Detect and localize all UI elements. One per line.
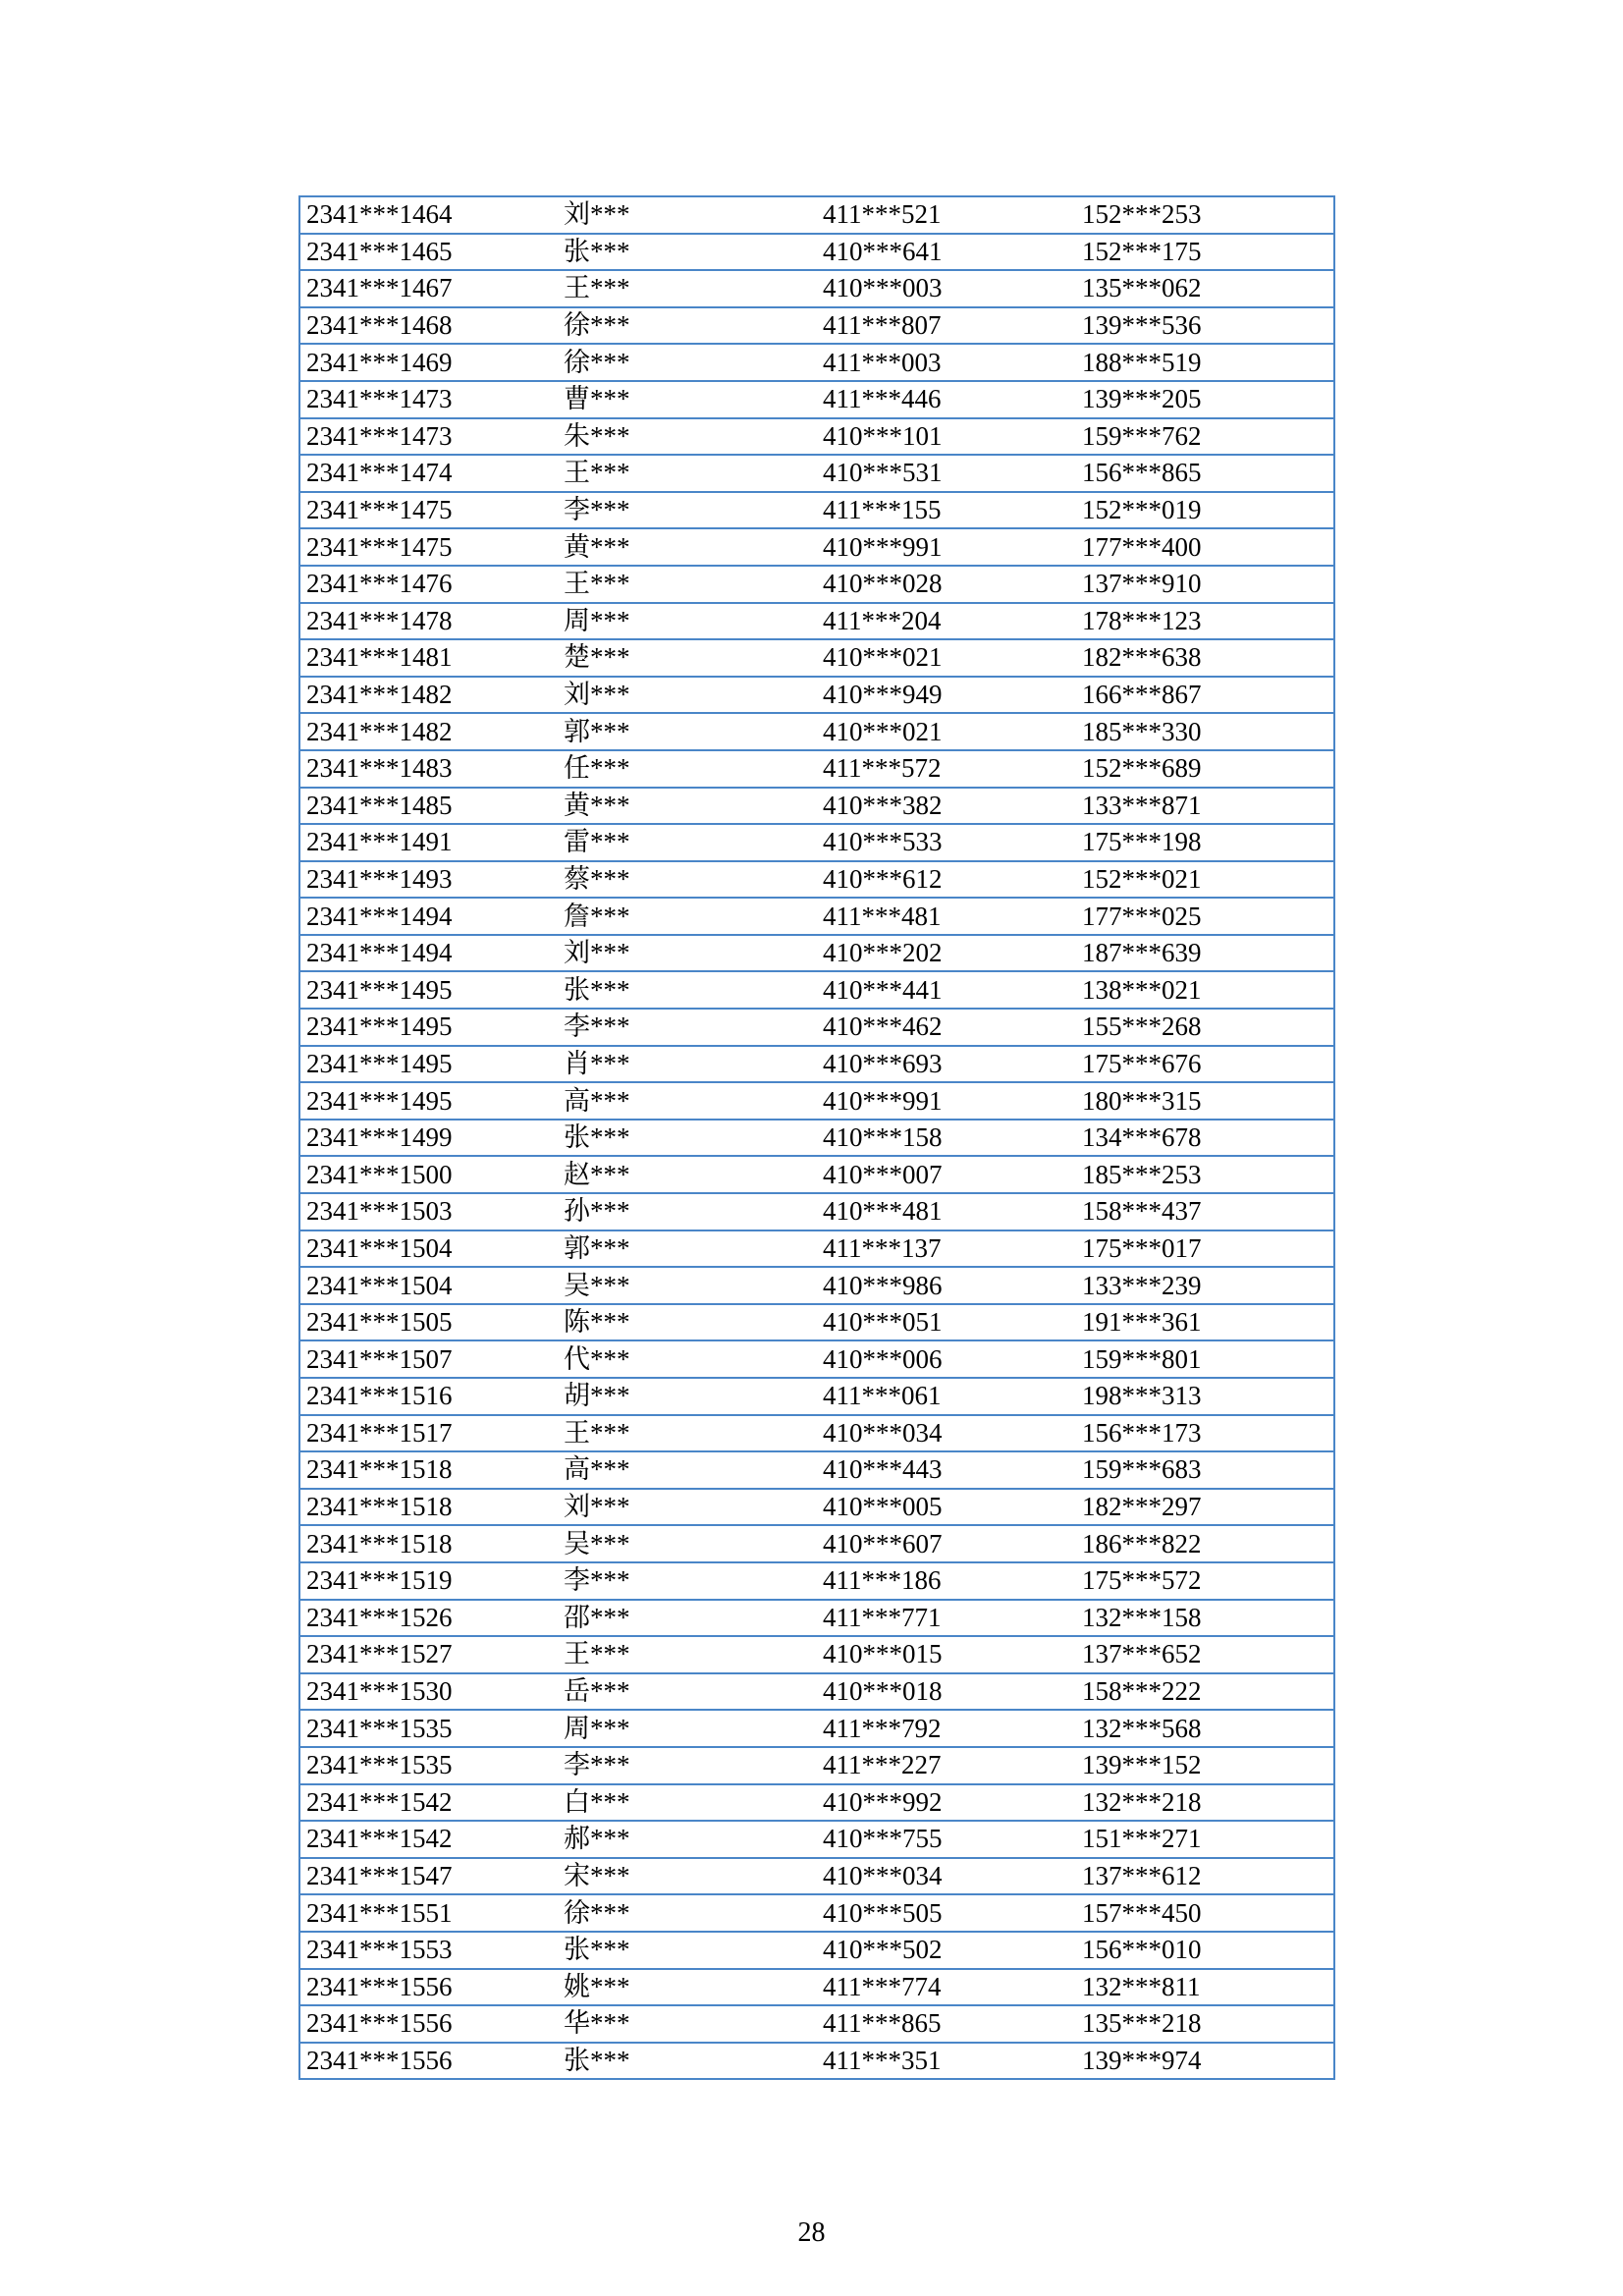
phone-cell: 156***173 [1076, 1415, 1334, 1452]
name-cell: 王*** [558, 1415, 817, 1452]
id-card-cell: 410***028 [817, 566, 1076, 603]
phone-cell: 175***017 [1076, 1230, 1334, 1268]
page-number: 28 [797, 2217, 826, 2248]
name-cell: 李*** [558, 1009, 817, 1046]
name-cell: 肖*** [558, 1046, 817, 1083]
name-cell: 吴*** [558, 1525, 817, 1562]
name-cell: 詹*** [558, 898, 817, 935]
id-cell: 2341***1535 [299, 1710, 558, 1747]
id-card-cell: 411***227 [817, 1747, 1076, 1784]
phone-cell: 137***612 [1076, 1858, 1334, 1895]
id-card-cell: 411***771 [817, 1600, 1076, 1637]
id-cell: 2341***1483 [299, 750, 558, 788]
table-row [299, 528, 1334, 566]
name-cell: 代*** [558, 1340, 817, 1378]
id-cell: 2341***1518 [299, 1451, 558, 1489]
phone-cell: 155***268 [1076, 1009, 1334, 1046]
id-cell: 2341***1495 [299, 1046, 558, 1083]
id-cell: 2341***1547 [299, 1858, 558, 1895]
id-cell: 2341***1505 [299, 1304, 558, 1341]
id-card-cell: 410***018 [817, 1673, 1076, 1711]
id-card-cell: 410***986 [817, 1267, 1076, 1304]
id-card-cell: 410***693 [817, 1046, 1076, 1083]
phone-cell: 182***297 [1076, 1489, 1334, 1526]
phone-cell: 152***019 [1076, 492, 1334, 529]
name-cell: 宋*** [558, 1858, 817, 1895]
name-cell: 张*** [558, 1120, 817, 1157]
table-row [299, 1969, 1334, 2006]
phone-cell: 132***811 [1076, 1969, 1334, 2006]
name-cell: 吴*** [558, 1267, 817, 1304]
phone-cell: 177***025 [1076, 898, 1334, 935]
name-cell: 郝*** [558, 1821, 817, 1858]
id-card-cell: 410***003 [817, 270, 1076, 307]
name-cell: 王*** [558, 455, 817, 492]
phone-cell: 151***271 [1076, 1821, 1334, 1858]
name-cell: 徐*** [558, 1894, 817, 1932]
phone-cell: 185***253 [1076, 1156, 1334, 1193]
table-row [299, 344, 1334, 381]
id-cell: 2341***1494 [299, 935, 558, 972]
id-cell: 2341***1495 [299, 1009, 558, 1046]
table-row [299, 418, 1334, 456]
id-card-cell: 410***005 [817, 1489, 1076, 1526]
id-card-cell: 411***204 [817, 603, 1076, 640]
phone-cell: 137***652 [1076, 1636, 1334, 1673]
id-card-cell: 410***006 [817, 1340, 1076, 1378]
id-cell: 2341***1499 [299, 1120, 558, 1157]
id-card-cell: 411***521 [817, 196, 1076, 234]
phone-cell: 159***762 [1076, 418, 1334, 456]
table-row [299, 1784, 1334, 1822]
name-cell: 周*** [558, 1710, 817, 1747]
name-cell: 刘*** [558, 196, 817, 234]
table-row [299, 1009, 1334, 1046]
id-card-cell: 410***101 [817, 418, 1076, 456]
id-cell: 2341***1542 [299, 1784, 558, 1822]
phone-cell: 157***450 [1076, 1894, 1334, 1932]
name-cell: 张*** [558, 2043, 817, 2080]
name-cell: 孙*** [558, 1193, 817, 1230]
id-card-cell: 410***034 [817, 1858, 1076, 1895]
id-cell: 2341***1553 [299, 1932, 558, 1969]
table-row [299, 196, 1334, 234]
phone-cell: 133***871 [1076, 788, 1334, 825]
name-cell: 曹*** [558, 381, 817, 418]
id-cell: 2341***1526 [299, 1600, 558, 1637]
id-card-cell: 410***607 [817, 1525, 1076, 1562]
id-cell: 2341***1476 [299, 566, 558, 603]
id-card-cell: 410***533 [817, 824, 1076, 861]
name-cell: 朱*** [558, 418, 817, 456]
phone-cell: 137***910 [1076, 566, 1334, 603]
id-cell: 2341***1507 [299, 1340, 558, 1378]
phone-cell: 132***568 [1076, 1710, 1334, 1747]
name-cell: 李*** [558, 492, 817, 529]
phone-cell: 175***676 [1076, 1046, 1334, 1083]
phone-cell: 185***330 [1076, 713, 1334, 750]
table-row [299, 1082, 1334, 1120]
id-card-cell: 411***865 [817, 2005, 1076, 2043]
id-cell: 2341***1475 [299, 492, 558, 529]
table-row [299, 1489, 1334, 1526]
id-card-cell: 410***158 [817, 1120, 1076, 1157]
phone-cell: 134***678 [1076, 1120, 1334, 1157]
id-cell: 2341***1478 [299, 603, 558, 640]
table-row [299, 1340, 1334, 1378]
id-card-cell: 410***051 [817, 1304, 1076, 1341]
id-card-cell: 410***034 [817, 1415, 1076, 1452]
id-card-cell: 411***446 [817, 381, 1076, 418]
id-cell: 2341***1473 [299, 418, 558, 456]
table-row [299, 1821, 1334, 1858]
name-cell: 徐*** [558, 344, 817, 381]
phone-cell: 156***010 [1076, 1932, 1334, 1969]
name-cell: 陈*** [558, 1304, 817, 1341]
id-card-cell: 411***003 [817, 344, 1076, 381]
id-card-cell: 410***502 [817, 1932, 1076, 1969]
phone-cell: 133***239 [1076, 1267, 1334, 1304]
id-card-cell: 411***807 [817, 307, 1076, 345]
phone-cell: 139***974 [1076, 2043, 1334, 2080]
phone-cell: 152***253 [1076, 196, 1334, 234]
phone-cell: 152***021 [1076, 861, 1334, 899]
id-cell: 2341***1468 [299, 307, 558, 345]
phone-cell: 138***021 [1076, 971, 1334, 1009]
name-cell: 黄*** [558, 788, 817, 825]
id-cell: 2341***1503 [299, 1193, 558, 1230]
id-card-cell: 410***531 [817, 455, 1076, 492]
name-cell: 胡*** [558, 1378, 817, 1415]
phone-cell: 139***205 [1076, 381, 1334, 418]
phone-cell: 186***822 [1076, 1525, 1334, 1562]
table-row [299, 234, 1334, 271]
id-card-cell: 411***061 [817, 1378, 1076, 1415]
table-row [299, 2043, 1334, 2080]
id-cell: 2341***1491 [299, 824, 558, 861]
table-row [299, 1858, 1334, 1895]
phone-cell: 177***400 [1076, 528, 1334, 566]
id-cell: 2341***1551 [299, 1894, 558, 1932]
phone-cell: 135***218 [1076, 2005, 1334, 2043]
id-card-cell: 410***021 [817, 639, 1076, 677]
name-cell: 刘*** [558, 1489, 817, 1526]
name-cell: 高*** [558, 1451, 817, 1489]
table-row [299, 750, 1334, 788]
table-row [299, 1046, 1334, 1083]
phone-cell: 139***152 [1076, 1747, 1334, 1784]
id-card-cell: 410***481 [817, 1193, 1076, 1230]
table-row [299, 492, 1334, 529]
id-card-cell: 410***015 [817, 1636, 1076, 1673]
name-cell: 李*** [558, 1562, 817, 1600]
table-row [299, 1600, 1334, 1637]
id-cell: 2341***1517 [299, 1415, 558, 1452]
table-row [299, 1894, 1334, 1932]
id-cell: 2341***1556 [299, 1969, 558, 2006]
table-row [299, 1267, 1334, 1304]
name-cell: 郭*** [558, 1230, 817, 1268]
name-cell: 王*** [558, 566, 817, 603]
phone-cell: 159***801 [1076, 1340, 1334, 1378]
name-cell: 华*** [558, 2005, 817, 2043]
name-cell: 黄*** [558, 528, 817, 566]
phone-cell: 182***638 [1076, 639, 1334, 677]
id-card-cell: 411***137 [817, 1230, 1076, 1268]
id-cell: 2341***1542 [299, 1821, 558, 1858]
id-card-cell: 410***755 [817, 1821, 1076, 1858]
name-cell: 白*** [558, 1784, 817, 1822]
id-cell: 2341***1467 [299, 270, 558, 307]
table-row [299, 1415, 1334, 1452]
name-cell: 张*** [558, 234, 817, 271]
name-cell: 任*** [558, 750, 817, 788]
id-cell: 2341***1527 [299, 1636, 558, 1673]
phone-cell: 191***361 [1076, 1304, 1334, 1341]
id-card-cell: 410***443 [817, 1451, 1076, 1489]
id-card-cell: 410***991 [817, 528, 1076, 566]
id-cell: 2341***1530 [299, 1673, 558, 1711]
id-cell: 2341***1473 [299, 381, 558, 418]
id-cell: 2341***1481 [299, 639, 558, 677]
table-row [299, 1636, 1334, 1673]
table-row [299, 1710, 1334, 1747]
id-card-cell: 410***612 [817, 861, 1076, 899]
table-row [299, 971, 1334, 1009]
table-row [299, 270, 1334, 307]
table-row [299, 2005, 1334, 2043]
id-card-cell: 411***572 [817, 750, 1076, 788]
id-cell: 2341***1518 [299, 1525, 558, 1562]
name-cell: 雷*** [558, 824, 817, 861]
table-row [299, 713, 1334, 750]
name-cell: 王*** [558, 1636, 817, 1673]
phone-cell: 187***639 [1076, 935, 1334, 972]
id-card-cell: 411***481 [817, 898, 1076, 935]
id-card-cell: 410***505 [817, 1894, 1076, 1932]
table-row [299, 381, 1334, 418]
phone-cell: 175***198 [1076, 824, 1334, 861]
name-cell: 王*** [558, 270, 817, 307]
id-card-cell: 410***382 [817, 788, 1076, 825]
id-cell: 2341***1464 [299, 196, 558, 234]
id-cell: 2341***1495 [299, 1082, 558, 1120]
name-cell: 李*** [558, 1747, 817, 1784]
id-card-cell: 411***155 [817, 492, 1076, 529]
phone-cell: 198***313 [1076, 1378, 1334, 1415]
table-row [299, 1451, 1334, 1489]
id-cell: 2341***1516 [299, 1378, 558, 1415]
id-card-cell: 410***441 [817, 971, 1076, 1009]
table-row [299, 1230, 1334, 1268]
id-card-cell: 410***007 [817, 1156, 1076, 1193]
id-cell: 2341***1500 [299, 1156, 558, 1193]
phone-cell: 139***536 [1076, 307, 1334, 345]
phone-cell: 159***683 [1076, 1451, 1334, 1489]
id-cell: 2341***1469 [299, 344, 558, 381]
name-cell: 刘*** [558, 677, 817, 714]
table-row [299, 1525, 1334, 1562]
name-cell: 楚*** [558, 639, 817, 677]
phone-cell: 156***865 [1076, 455, 1334, 492]
name-cell: 蔡*** [558, 861, 817, 899]
id-cell: 2341***1556 [299, 2005, 558, 2043]
phone-cell: 158***222 [1076, 1673, 1334, 1711]
name-cell: 高*** [558, 1082, 817, 1120]
name-cell: 张*** [558, 971, 817, 1009]
id-card-cell: 411***774 [817, 1969, 1076, 2006]
phone-cell: 152***175 [1076, 234, 1334, 271]
id-card-cell: 410***021 [817, 713, 1076, 750]
name-cell: 周*** [558, 603, 817, 640]
phone-cell: 158***437 [1076, 1193, 1334, 1230]
table-row [299, 603, 1334, 640]
name-cell: 姚*** [558, 1969, 817, 2006]
phone-cell: 180***315 [1076, 1082, 1334, 1120]
registration-table [298, 195, 1335, 2080]
id-card-cell: 410***949 [817, 677, 1076, 714]
name-cell: 岳*** [558, 1673, 817, 1711]
id-card-cell: 410***462 [817, 1009, 1076, 1046]
name-cell: 张*** [558, 1932, 817, 1969]
id-cell: 2341***1495 [299, 971, 558, 1009]
table-row [299, 566, 1334, 603]
table-row [299, 1932, 1334, 1969]
name-cell: 邵*** [558, 1600, 817, 1637]
table-row [299, 455, 1334, 492]
phone-cell: 188***519 [1076, 344, 1334, 381]
id-card-cell: 410***202 [817, 935, 1076, 972]
phone-cell: 132***158 [1076, 1600, 1334, 1637]
name-cell: 赵*** [558, 1156, 817, 1193]
id-cell: 2341***1556 [299, 2043, 558, 2080]
id-cell: 2341***1474 [299, 455, 558, 492]
table-row [299, 788, 1334, 825]
id-cell: 2341***1535 [299, 1747, 558, 1784]
id-cell: 2341***1504 [299, 1230, 558, 1268]
id-cell: 2341***1519 [299, 1562, 558, 1600]
table-row [299, 639, 1334, 677]
id-cell: 2341***1475 [299, 528, 558, 566]
id-cell: 2341***1518 [299, 1489, 558, 1526]
id-card-cell: 410***991 [817, 1082, 1076, 1120]
table-row [299, 1156, 1334, 1193]
id-card-cell: 411***186 [817, 1562, 1076, 1600]
table-row [299, 824, 1334, 861]
table-row [299, 1304, 1334, 1341]
id-cell: 2341***1494 [299, 898, 558, 935]
table-row [299, 1378, 1334, 1415]
phone-cell: 166***867 [1076, 677, 1334, 714]
id-card-cell: 411***351 [817, 2043, 1076, 2080]
id-cell: 2341***1485 [299, 788, 558, 825]
id-card-cell: 410***641 [817, 234, 1076, 271]
id-card-cell: 410***992 [817, 1784, 1076, 1822]
table-row [299, 1120, 1334, 1157]
table-row [299, 861, 1334, 899]
id-cell: 2341***1482 [299, 713, 558, 750]
phone-cell: 132***218 [1076, 1784, 1334, 1822]
name-cell: 郭*** [558, 713, 817, 750]
phone-cell: 135***062 [1076, 270, 1334, 307]
id-card-cell: 411***792 [817, 1710, 1076, 1747]
table-row [299, 935, 1334, 972]
table-row [299, 1673, 1334, 1711]
table-row [299, 677, 1334, 714]
name-cell: 徐*** [558, 307, 817, 345]
table-row [299, 1562, 1334, 1600]
table-row [299, 1193, 1334, 1230]
table-row [299, 1747, 1334, 1784]
table-row [299, 898, 1334, 935]
id-cell: 2341***1465 [299, 234, 558, 271]
id-cell: 2341***1493 [299, 861, 558, 899]
id-cell: 2341***1504 [299, 1267, 558, 1304]
phone-cell: 152***689 [1076, 750, 1334, 788]
phone-cell: 178***123 [1076, 603, 1334, 640]
name-cell: 刘*** [558, 935, 817, 972]
table-row [299, 307, 1334, 345]
id-cell: 2341***1482 [299, 677, 558, 714]
table-body [299, 196, 1334, 2079]
phone-cell: 175***572 [1076, 1562, 1334, 1600]
